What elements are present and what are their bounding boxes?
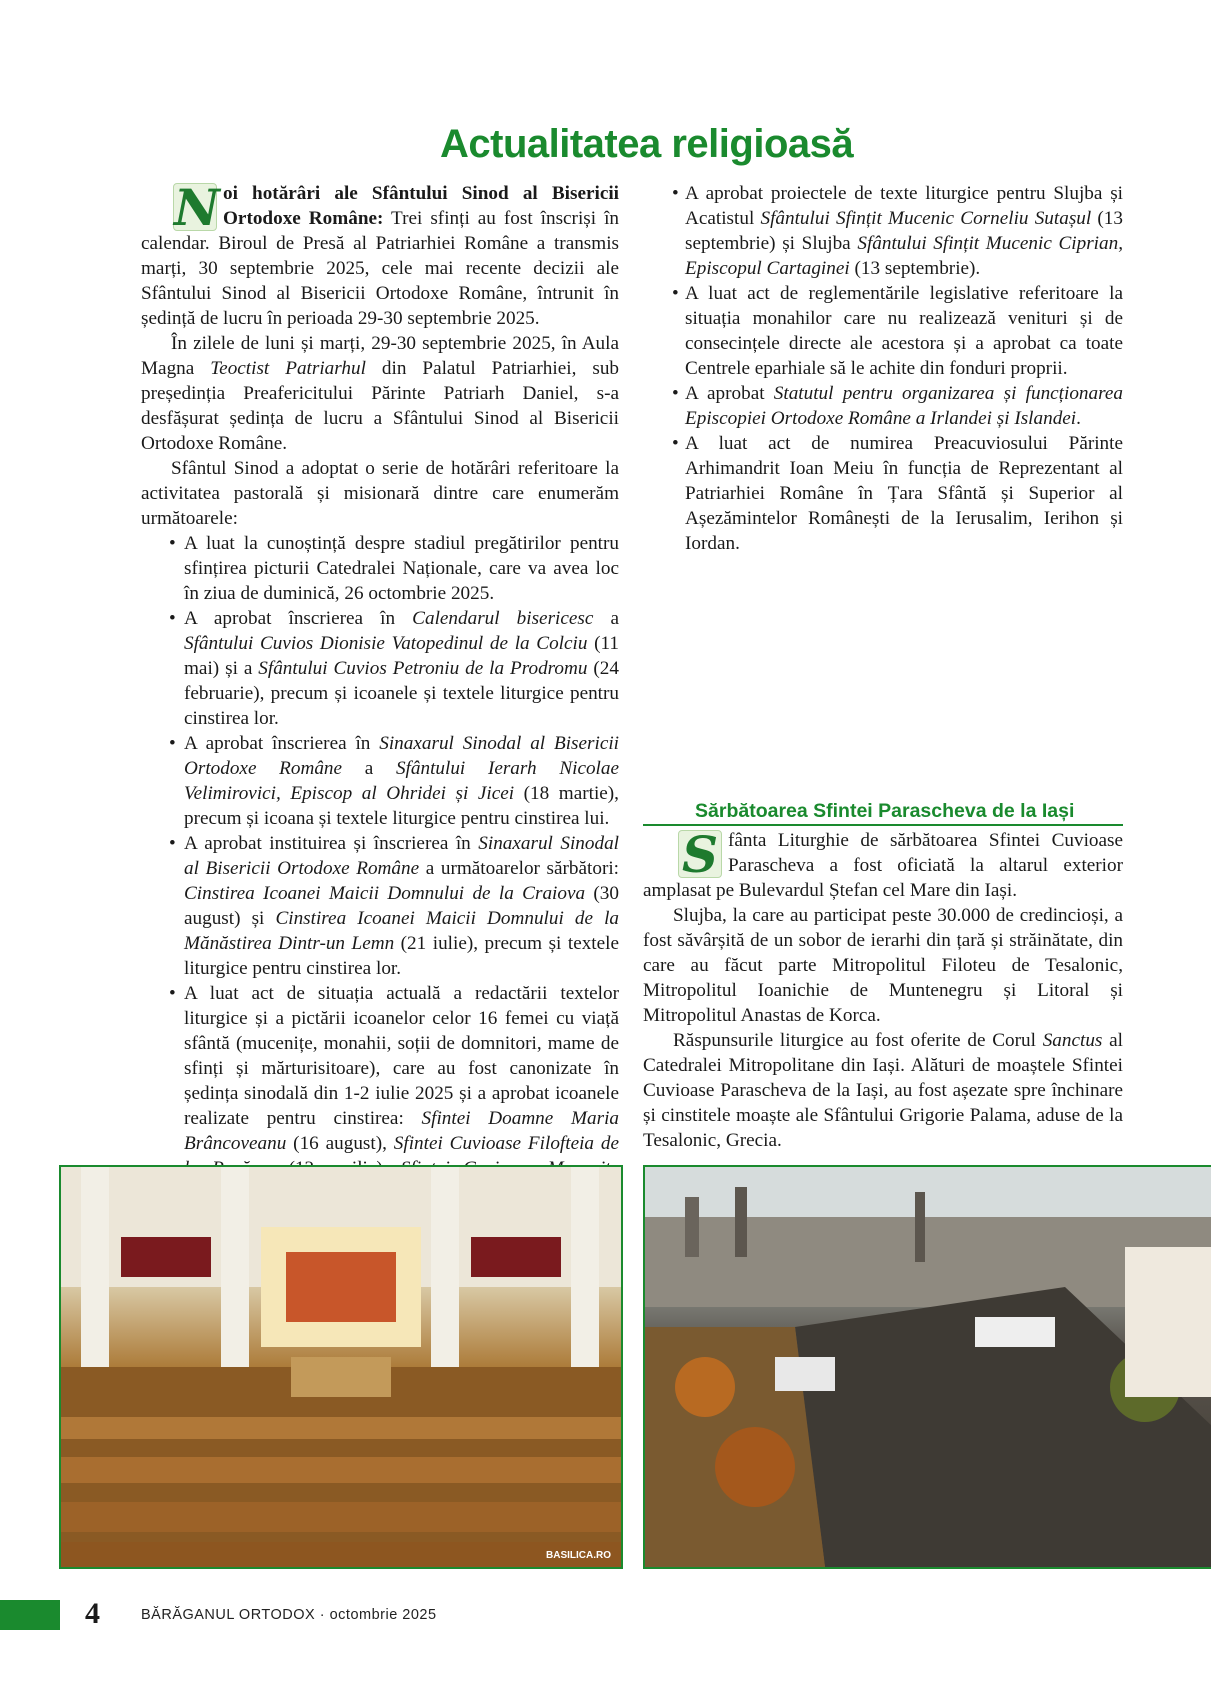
list-item: • A aprobat înscrierea în Sinaxarul Sinodal al Bisericii Ortodoxe Române a Sfântului Ierarh Nicolae Velimirovici, Episcop al Ohridei și Jicei (18 martie), precum și icoana și textele liturgice pentru cinstirea lui. [141,731,619,831]
crowd-illustration [645,1167,1211,1567]
photo-credit: BASILICA.RO [546,1550,611,1561]
list-item: • A luat act de numirea Preacuviosului Părinte Arhimandrit Ioan Meiu în funcția de Reprezentant al Patriarhiei Române în Țara Sfântă și Superior al Așezămintelor Românești de la Ierusalim, Ierihon și Iordan. [685,431,1123,556]
drop-cap-s: S [678,830,722,878]
list-item: • A aprobat instituirea și înscrierea în Sinaxarul Sinodal al Bisericii Ortodoxe Române a următoarelor sărbători: Cinstirea Icoanei Maicii Domnului de la Craiova (30 august) și Cinstirea Icoanei Maicii Domnului de la Mănăstirea Dintr-un Lemn (21 iulie), precum și textele liturgice pentru cinstirea lor. [141,831,619,981]
section-heading-parascheva: Sărbătoarea Sfintei Parascheva de la Iași [643,800,1123,826]
article-lead-paragraph [141,178,620,331]
page-title: Actualitatea religioasă [440,122,854,166]
paragraph: Răspunsurile liturgice au fost oferite de Corul Sanctus al Catedralei Mitropolitane din Iași. Alături de moaștele Sfintei Cuvioase Parascheva de la Iași, au fost așezate spre închinare și cinstitele moaște ale Sfântului Grigorie Palama, aduse de la Tesalonic, Grecia. [643,1030,1123,1151]
lead-bold-text: oi hotărâri ale Sfântului Sinod al Bisericii Ortodoxe Române: [223,183,619,229]
photo-synod-aula-magna [59,1165,623,1569]
article-parascheva [643,825,1123,1153]
decisions-list-continued [685,181,1123,556]
aula-illustration [61,1167,621,1567]
list-item: • A aprobat înscrierea în Calendarul bisericesc a Sfântului Cuvios Dionisie Vatopedinul de la Colciu (11 mai) și a Sfântului Cuvios Petroniu de la Prodromu (24 februarie), precum și icoanele și textele liturgice pentru cinstirea lor. [141,606,619,731]
list-item: • A luat act de reglementările legislative referitoare la situația monahilor care nu realizează venituri și de consecințele directe ale acestora și a aprobat ca toate Centrele eparhiale să le achite din fonduri proprii. [685,281,1123,381]
photo-iasi-pilgrimage [643,1165,1211,1569]
footer-accent-bar [0,1600,60,1630]
list-item: • A aprobat proiectele de texte liturgice pentru Slujba și Acatistul Sfântului Sfințit Mucenic Corneliu Sutașul (13 septembrie) și Slujba Sfântului Sfințit Mucenic Ciprian, Episcopul Cartaginei (13 septembrie). [685,181,1123,281]
paragraph: Sfântul Sinod a adoptat o serie de hotărâri referitoare la activitatea pastorală și misionară dintre care enumerăm următoarele: [141,458,619,529]
list-item: • A luat la cunoștință despre stadiul pregătirilor pentru sfințirea picturii Catedralei Naționale, care va avea loc în ziua de duminică, 26 octombrie 2025. [141,531,619,606]
article-synod-left-column [141,178,620,1331]
paragraph: S fânta Liturghie de sărbătoarea Sfintei Cuvioase Parascheva a fost oficiată la altarul exterior amplasat pe Bulevardul Ștefan cel Mare din Iași. [643,825,1123,901]
paragraph: În zilele de luni și marți, 29-30 septembrie 2025, în Aula Magna Teoctist Patriarhul din Palatul Patriarhiei, sub președinția Preafericitului Părinte Patriarh Daniel, s-a desfășurat ședința de lucru a Sfântului Sinod al Bisericii Ortodoxe Române. [141,333,620,454]
list-item: • A luat act de situația actuală a redactării textelor liturgice și a pictării icoanelor celor 16 femei cu viață sfântă (mucenițe, monahii, soții de domnitori, mame de sfinți și mărturisitoare), care au fost canonizate în ședința sinodală din 1-2 iulie 2025 și a aprobat icoanele realizate pentru cinstirea: Sfintei Doamne Maria Brâncoveanu (16 august), Sfintei Cuvioase Filofteia de [141,981,619,1331]
drop-cap-n: N [174,178,220,237]
list-item: • A aprobat Statutul pentru organizarea și funcționarea Episcopiei Ortodoxe Române a Irlandei și Islandei. [685,381,1123,431]
page-number: 4 [85,1597,100,1630]
article-synod-right-column [685,181,1123,556]
paragraph: Slujba, la care au participat peste 30.000 de credincioși, a fost săvârșită de un sobor de ierarhi din țară și străinătate, din care au făcut parte Mitropolitul Filoteu de Tesalonic, Mitropolitul Ioanichie de Muntenegru și Litoral și Mitropolitul Anastas de Korca. [643,905,1123,1026]
publication-info: BĂRĂGANUL ORTODOX · octombrie 2025 [141,1607,437,1623]
lead-text: Trei sfinți au fost înscriși în calendar. Biroul de Presă al Patriarhiei Române a transmis marți, 30 septembrie 2025, cele mai recente decizii ale Sfântului Sinod al Bisericii Ortodoxe Române, întrunit în ședință de lucru în perioada 29-30 septembrie 2025. [141,208,620,329]
